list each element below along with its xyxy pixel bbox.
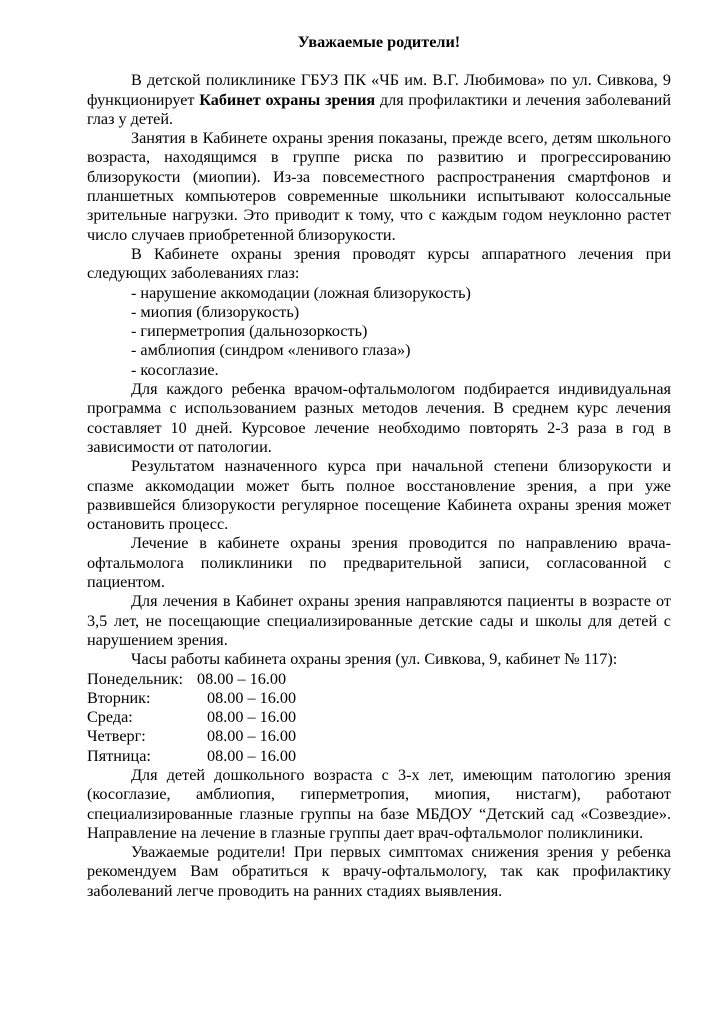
intro-text-start: В детской поликлинике ГБУЗ ПК «ЧБ им. В.Г. Любимова» по ул. Сивкова, 9 функционирует xyxy=(87,71,671,109)
hours-time: 08.00 – 16.00 xyxy=(207,727,297,746)
hours-day: Четверг: xyxy=(87,727,146,746)
paragraph-individual-program: Для каждого ребенка врачом-офтальмологом подбирается индивидуальная программа с использованием разных методов лечения. В среднем курс лечения составляет 10 дней. Курсовое лечение необходимо повторять 2-3 раза в год в зависимости от патологии. xyxy=(87,380,671,456)
disease-list xyxy=(87,284,671,380)
hours-day: Пятница: xyxy=(87,746,151,765)
list-item: - амблиопия (синдром «ленивого глаза») xyxy=(131,341,411,360)
hours-time: 08.00 – 16.00 xyxy=(207,688,297,707)
hours-row xyxy=(87,689,671,708)
hours-row xyxy=(87,708,671,727)
paragraph-preschool-groups: Для детей дошкольного возраста с 3-х лет, имеющим патологию зрения (косоглазие, амблиопия, гиперметропия, миопия, нистагм), работают специализированные глазные группы на базе МБДОУ “Детский сад «Созвездие». Направление на лечение в глазные группы дает врач-офтальмолог поликлиники. xyxy=(87,765,671,842)
list-item: - гиперметропия (дальнозоркость) xyxy=(131,322,368,341)
paragraph-intro xyxy=(87,71,671,129)
hours-heading: Часы работы кабинета охраны зрения (ул. Сивкова, 9, кабинет № 117): xyxy=(131,650,618,669)
hours-day: Среда: xyxy=(87,708,133,727)
list-item: - косоглазие. xyxy=(131,360,219,379)
paragraph-results: Результатом назначенного курса при начальной степени близорукости и спазме аккомодации может быть полное восстановление зрения, а при уже развившейся близорукости регулярное посещение Кабинета охраны зрения может остановить процесс. xyxy=(87,457,671,534)
hours-time: 08.00 – 16.00 xyxy=(197,669,287,688)
hours-day: Вторник: xyxy=(87,688,151,707)
hours-row xyxy=(87,727,671,746)
document-title: Уважаемые родители! xyxy=(297,33,461,51)
paragraph-treatment-courses: В Кабинете охраны зрения проводят курсы аппаратного лечения при следующих заболеваниях глаз: xyxy=(87,244,671,283)
hours-day: Понедельник: xyxy=(87,669,183,688)
hours-time: 08.00 – 16.00 xyxy=(207,746,297,765)
paragraph-referral: Лечение в кабинете охраны зрения проводится по направлению врача-офтальмолога поликлиники по предварительной записи, согласованной с пациентом. xyxy=(87,534,671,592)
paragraph-indications: Занятия в Кабинете охраны зрения показаны, прежде всего, детям школьного возраста, находящимся в группе риска по развитию и прогрессированию близорукости (миопии). Из-за повсеместного распространения смартфонов и планшетных компьютеров современные школьники испытывают колоссальные зрительные нагрузки. Это приводит к тому, что с каждым годом неуклонно растет число случаев приобретенной близорукости. xyxy=(87,129,671,244)
intro-text-end: для профилактики и лечения заболеваний глаз у детей. xyxy=(87,90,671,128)
hours-time: 08.00 – 16.00 xyxy=(207,708,297,727)
intro-bold-office-name: Кабинет охраны зрения xyxy=(199,90,376,109)
hours-row xyxy=(87,670,671,689)
working-hours-list xyxy=(87,670,671,766)
hours-row xyxy=(87,747,671,766)
paragraph-closing: Уважаемые родители! При первых симптомах снижения зрения у ребенка рекомендуем Вам обратиться к врачу-офтальмологу, так как профилактику заболеваний легче проводить на ранних стадиях выявления. xyxy=(87,843,671,900)
paragraph-age: Для лечения в Кабинет охраны зрения направляются пациенты в возрасте от 3,5 лет, не посещающие специализированные детские сады и школы для детей с нарушением зрения. xyxy=(87,592,671,649)
list-item: - миопия (близорукость) xyxy=(131,302,300,321)
list-item: - нарушение аккомодации (ложная близорукость) xyxy=(131,283,471,302)
